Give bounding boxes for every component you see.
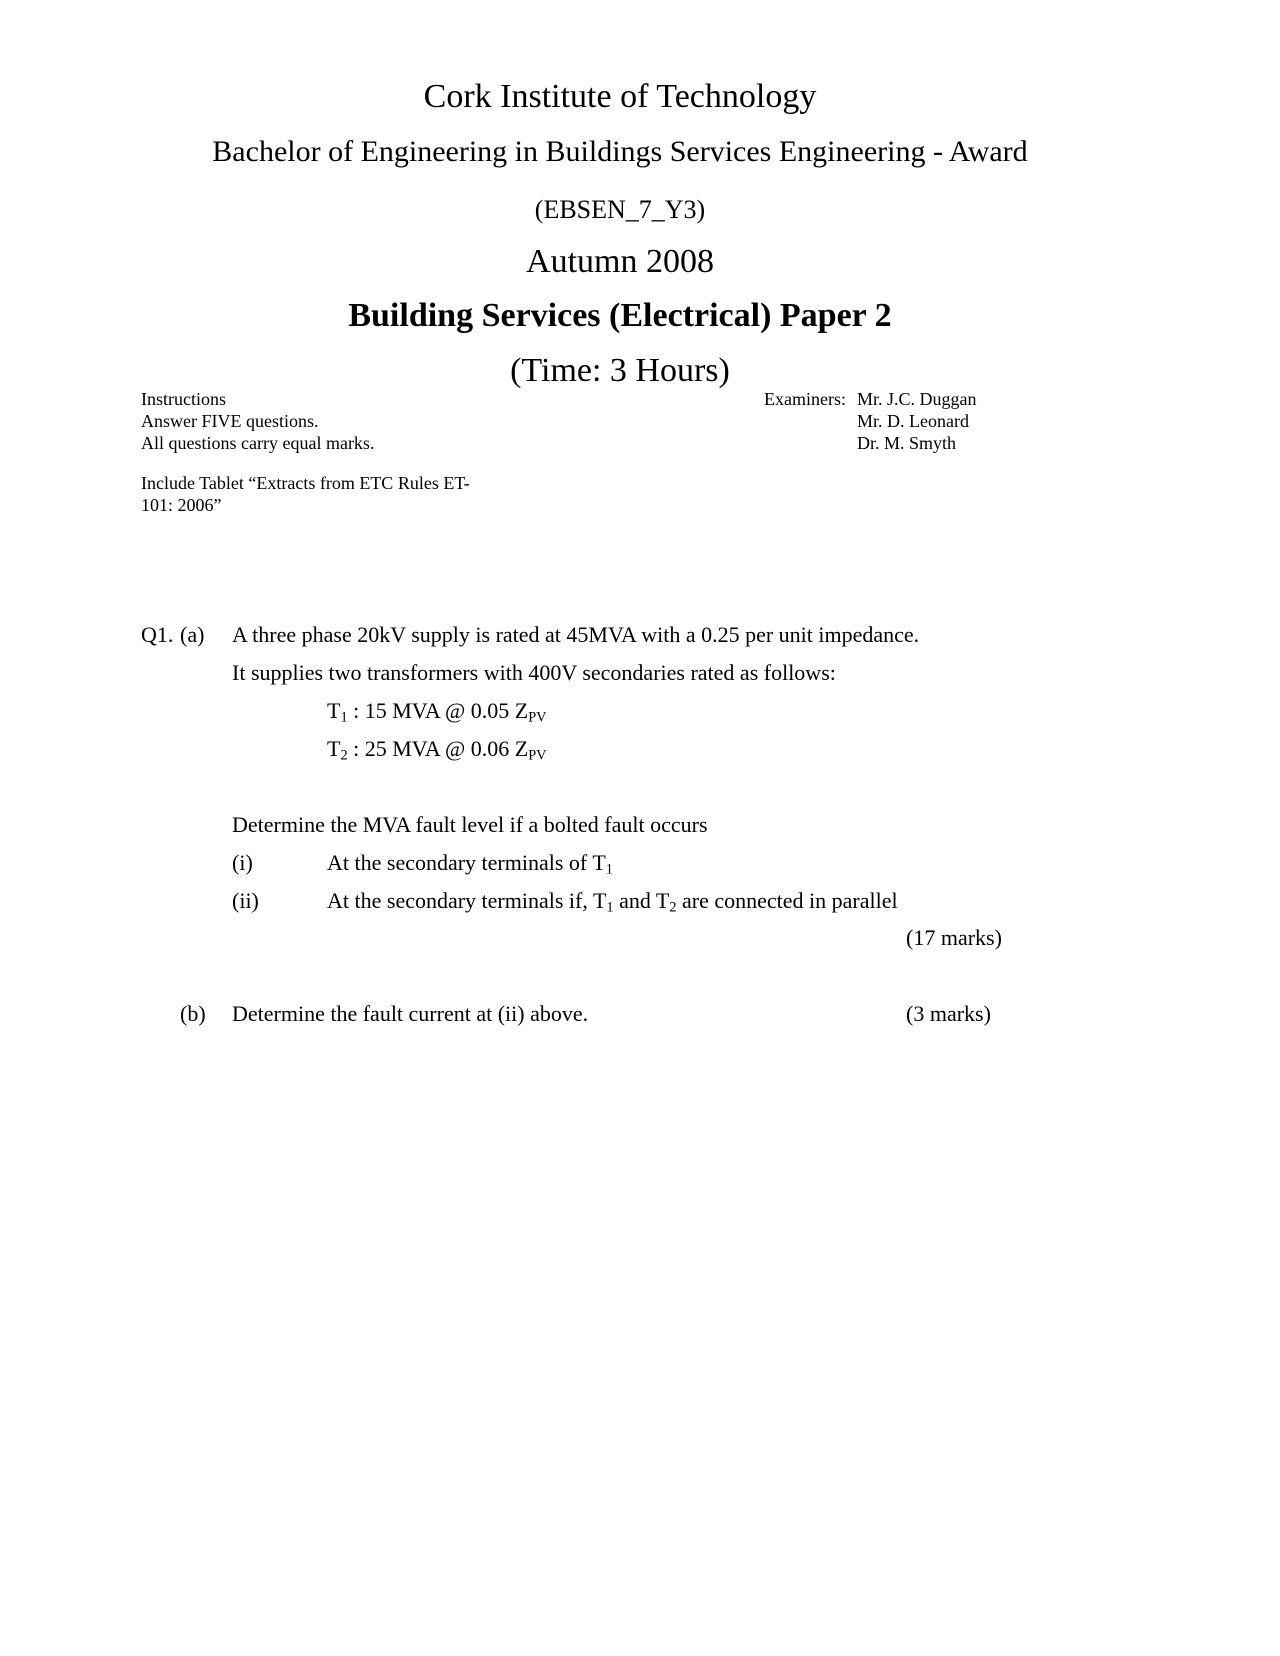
examiner-name: Dr. M. Smyth	[857, 433, 957, 453]
transformer-t1-spec: $T_1$ : 15 MVA @ 0.05 $Z_{PV}$	[327, 698, 547, 726]
q1-line-1: A three phase 20kV supply is rated at 45MVA with a 0.25 per unit impedance.	[232, 622, 920, 647]
part-b-text: Determine the fault current at (ii) above.	[232, 1001, 589, 1026]
sub-part-i-label: (i)	[232, 850, 253, 875]
instruction-line: All questions carry equal marks.	[141, 433, 375, 453]
instruction-line: Answer FIVE questions.	[141, 411, 319, 431]
tablet-note-line: 101: 2006”	[141, 495, 222, 515]
part-b-label: (b)	[180, 1001, 206, 1026]
institution-title: Cork Institute of Technology	[423, 78, 817, 115]
transformer-t2-spec: $T_2$ : 25 MVA @ 0.06 $Z_{PV}$	[327, 736, 547, 764]
q1-line-2: It supplies two transformers with 400V secondaries rated as follows:	[232, 660, 836, 685]
examiner-name: Mr. J.C. Duggan	[857, 389, 977, 409]
exam-term: Autumn 2008	[526, 243, 714, 280]
course-code: (EBSEN_7_Y3)	[534, 195, 706, 224]
examiner-name: Mr. D. Leonard	[857, 411, 969, 431]
sub-part-ii-label: (ii)	[232, 888, 259, 913]
instructions-heading: Instructions	[141, 389, 226, 409]
marks-part-a: (17 marks)	[906, 925, 1002, 950]
examiners-list	[857, 388, 977, 454]
tablet-note-line: Include Tablet “Extracts from ETC Rules ET-	[141, 473, 470, 493]
exam-duration: (Time: 3 Hours)	[510, 352, 730, 389]
paper-title: Building Services (Electrical) Paper 2	[348, 297, 892, 334]
tablet-note	[141, 472, 470, 516]
marks-part-b: (3 marks)	[906, 1001, 991, 1026]
sub-part-ii-text: At the secondary terminals if, $T_1$ and $T_2$ are connected in parallel	[327, 888, 898, 916]
programme-title: Bachelor of Engineering in Buildings Services Engineering - Award	[212, 135, 1028, 168]
instructions-block	[141, 388, 374, 454]
determine-statement: Determine the MVA fault level if a bolted fault occurs	[232, 812, 708, 837]
question-number: Q1.	[141, 622, 174, 647]
examiners-label: Examiners:	[764, 389, 846, 409]
sub-part-i-text: At the secondary terminals of $T_1$	[327, 850, 613, 878]
part-a-label: (a)	[180, 622, 205, 647]
